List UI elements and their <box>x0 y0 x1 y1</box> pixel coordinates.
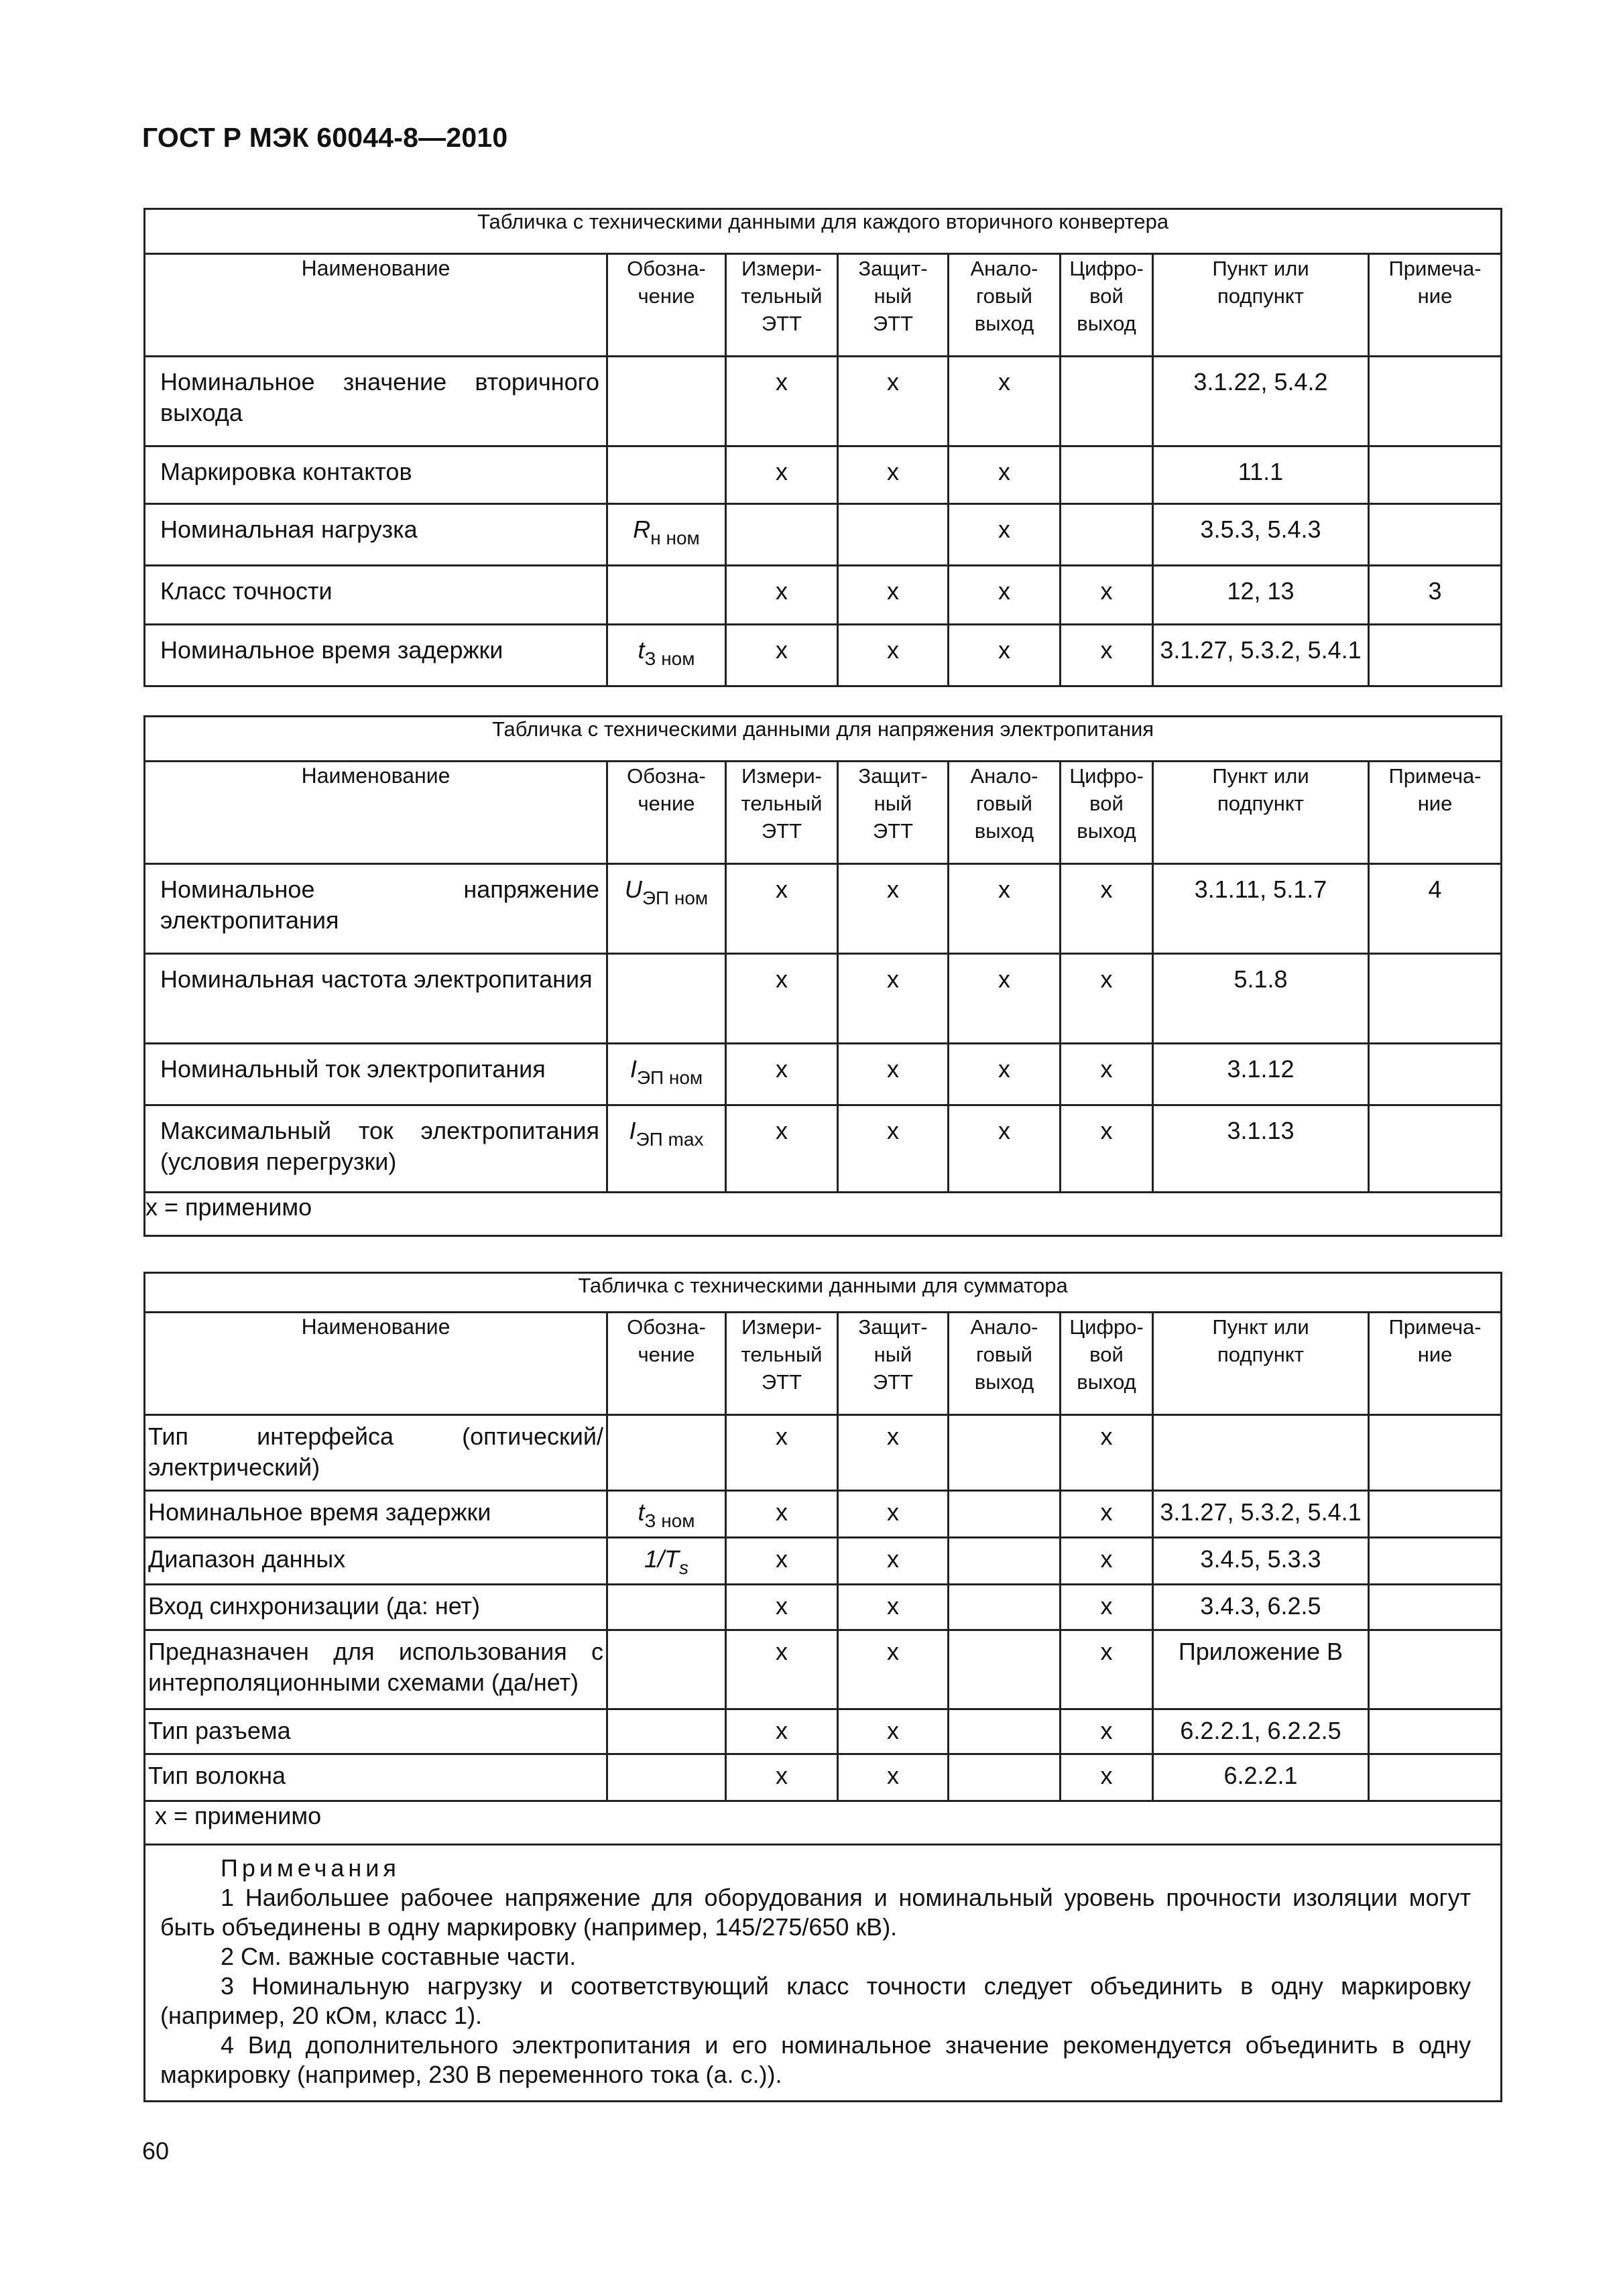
row-clause: 3.5.3, 5.4.3 <box>1153 504 1369 566</box>
row-protective: x <box>838 1709 949 1754</box>
row-protective: x <box>838 954 949 1044</box>
row-note <box>1369 1538 1502 1585</box>
col-header-protective: Защит- ный ЭТТ <box>838 1313 949 1415</box>
col-header-clause: Пункт или подпункт <box>1153 1313 1369 1415</box>
row-protective: x <box>838 1754 949 1801</box>
notes-block <box>145 1845 1502 2102</box>
row-digital <box>1061 357 1153 446</box>
row-clause: 3.4.5, 5.3.3 <box>1153 1538 1369 1585</box>
row-measuring: x <box>726 1538 838 1585</box>
table-row <box>145 566 1502 625</box>
col-header-note: Примеча- ние <box>1369 254 1502 357</box>
table-header-row <box>145 254 1502 357</box>
row-symbol: $I_{ЭП max}$ <box>607 1105 726 1193</box>
col-header-digital: Цифро- вой выход <box>1061 254 1153 357</box>
table-row <box>145 1630 1502 1709</box>
row-name: Номинальная нагрузка <box>145 504 607 566</box>
row-symbol: $U_{ЭП ном}$ <box>607 864 726 954</box>
row-protective: x <box>838 446 949 504</box>
row-measuring: x <box>726 446 838 504</box>
row-measuring: x <box>726 1105 838 1193</box>
row-symbol <box>607 1709 726 1754</box>
row-analog: x <box>949 566 1061 625</box>
row-name: Маркировка контактов <box>145 446 607 504</box>
row-clause: 6.2.2.1 <box>1153 1754 1369 1801</box>
row-note: 4 <box>1369 864 1502 954</box>
row-digital: x <box>1061 1709 1153 1754</box>
col-header-note: Примеча- ние <box>1369 762 1502 864</box>
table-caption: Табличка с техническими данными для напряжения электропитания <box>145 717 1502 762</box>
row-symbol <box>607 1415 726 1491</box>
row-measuring: x <box>726 864 838 954</box>
table-row <box>145 1491 1502 1538</box>
table-row <box>145 1709 1502 1754</box>
col-header-analog: Анало- говый выход <box>949 254 1061 357</box>
note-item: 3 Номинальную нагрузку и соответствующий класс точности следует объединить в одну маркировку (например, 20 кОм, класс 1). <box>160 1972 1471 2029</box>
row-digital: x <box>1061 1630 1153 1709</box>
row-measuring: x <box>726 566 838 625</box>
row-clause: 3.1.13 <box>1153 1105 1369 1193</box>
row-digital <box>1061 446 1153 504</box>
row-note <box>1369 446 1502 504</box>
row-analog <box>949 1630 1061 1709</box>
table-row <box>145 1585 1502 1630</box>
row-name: Класс точности <box>145 566 607 625</box>
row-protective: x <box>838 1105 949 1193</box>
col-header-measuring: Измери- тельный ЭТТ <box>726 254 838 357</box>
row-digital: x <box>1061 1415 1153 1491</box>
row-protective: x <box>838 1415 949 1491</box>
row-measuring: x <box>726 357 838 446</box>
notes-title: Примечания <box>221 1854 400 1882</box>
table-row <box>145 625 1502 686</box>
row-protective: x <box>838 1491 949 1538</box>
table-header-row <box>145 1313 1502 1415</box>
row-symbol <box>607 954 726 1044</box>
row-name: Номинальный ток электропитания <box>145 1044 607 1105</box>
row-note <box>1369 1630 1502 1709</box>
row-symbol: $R_{н ном}$ <box>607 504 726 566</box>
row-note <box>1369 1585 1502 1630</box>
secondary-converter-plate-table <box>143 208 1502 687</box>
col-header-measuring: Измери- тельный ЭТТ <box>726 1313 838 1415</box>
row-clause: 6.2.2.1, 6.2.2.5 <box>1153 1709 1369 1754</box>
row-clause <box>1153 1415 1369 1491</box>
row-digital: x <box>1061 1044 1153 1105</box>
row-measuring: x <box>726 1415 838 1491</box>
row-name: Номинальное значение вторичного выхода <box>145 357 607 446</box>
row-note <box>1369 1491 1502 1538</box>
row-digital <box>1061 504 1153 566</box>
col-header-digital: Цифро- вой выход <box>1061 762 1153 864</box>
table-row <box>145 504 1502 566</box>
row-digital: x <box>1061 1538 1153 1585</box>
row-measuring: x <box>726 1709 838 1754</box>
table-row <box>145 954 1502 1044</box>
power-supply-plate-table <box>143 715 1502 1237</box>
row-note <box>1369 1415 1502 1491</box>
col-header-symbol: Обозна- чение <box>607 762 726 864</box>
row-symbol: $I_{ЭП ном}$ <box>607 1044 726 1105</box>
row-measuring <box>726 504 838 566</box>
row-symbol <box>607 1754 726 1801</box>
row-protective: x <box>838 1585 949 1630</box>
row-symbol <box>607 446 726 504</box>
table-legend: x = применимо <box>145 1801 1502 1845</box>
table-legend: x = применимо <box>145 1193 1502 1236</box>
row-analog: x <box>949 1105 1061 1193</box>
col-header-protective: Защит- ный ЭТТ <box>838 254 949 357</box>
row-protective: x <box>838 625 949 686</box>
col-header-symbol: Обозна- чение <box>607 254 726 357</box>
row-note <box>1369 625 1502 686</box>
row-symbol <box>607 566 726 625</box>
summator-plate-table <box>143 1272 1502 2102</box>
row-analog <box>949 1709 1061 1754</box>
row-protective <box>838 504 949 566</box>
row-analog: x <box>949 864 1061 954</box>
row-symbol: $1/T_s$ <box>607 1538 726 1585</box>
row-name: Максимальный ток электропитания (условия перегрузки) <box>145 1105 607 1193</box>
row-note <box>1369 357 1502 446</box>
row-note <box>1369 504 1502 566</box>
row-clause: 11.1 <box>1153 446 1369 504</box>
row-symbol <box>607 357 726 446</box>
row-analog <box>949 1491 1061 1538</box>
page-number: 60 <box>142 2137 170 2165</box>
row-measuring: x <box>726 625 838 686</box>
row-clause: 3.1.12 <box>1153 1044 1369 1105</box>
row-name: Диапазон данных <box>145 1538 607 1585</box>
row-note <box>1369 1105 1502 1193</box>
row-protective: x <box>838 566 949 625</box>
row-clause: Приложение B <box>1153 1630 1369 1709</box>
row-symbol <box>607 1630 726 1709</box>
row-digital: x <box>1061 1491 1153 1538</box>
row-analog <box>949 1415 1061 1491</box>
row-analog <box>949 1538 1061 1585</box>
row-digital: x <box>1061 864 1153 954</box>
row-note <box>1369 954 1502 1044</box>
row-measuring: x <box>726 1491 838 1538</box>
row-name: Тип разъема <box>145 1709 607 1754</box>
col-header-digital: Цифро- вой выход <box>1061 1313 1153 1415</box>
row-symbol: $t_{З ном}$ <box>607 1491 726 1538</box>
row-note <box>1369 1754 1502 1801</box>
row-digital: x <box>1061 566 1153 625</box>
row-protective: x <box>838 1538 949 1585</box>
row-measuring: x <box>726 1044 838 1105</box>
note-item: 2 См. важные составные части. <box>221 1943 577 1970</box>
row-name: Предназначен для использования с интерполяционными схемами (да/нет) <box>145 1630 607 1709</box>
row-note <box>1369 1044 1502 1105</box>
row-clause: 12, 13 <box>1153 566 1369 625</box>
table-row <box>145 1105 1502 1193</box>
row-clause: 3.1.27, 5.3.2, 5.4.1 <box>1153 1491 1369 1538</box>
row-protective: x <box>838 864 949 954</box>
row-protective: x <box>838 357 949 446</box>
row-digital: x <box>1061 1585 1153 1630</box>
row-analog: x <box>949 625 1061 686</box>
table-caption: Табличка с техническими данными для каждого вторичного конвертера <box>145 209 1502 254</box>
row-clause: 3.1.27, 5.3.2, 5.4.1 <box>1153 625 1369 686</box>
row-clause: 5.1.8 <box>1153 954 1369 1044</box>
table-row <box>145 1415 1502 1491</box>
row-clause: 3.1.11, 5.1.7 <box>1153 864 1369 954</box>
table-row <box>145 1538 1502 1585</box>
row-name: Номинальное время задержки <box>145 625 607 686</box>
row-note <box>1369 1709 1502 1754</box>
row-digital: x <box>1061 1105 1153 1193</box>
col-header-protective: Защит- ный ЭТТ <box>838 762 949 864</box>
row-note: 3 <box>1369 566 1502 625</box>
row-name: Тип волокна <box>145 1754 607 1801</box>
row-digital: x <box>1061 954 1153 1044</box>
col-header-clause: Пункт или подпункт <box>1153 254 1369 357</box>
row-analog <box>949 1754 1061 1801</box>
row-analog: x <box>949 954 1061 1044</box>
table-row <box>145 1044 1502 1105</box>
table-caption: Табличка с техническими данными для сумматора <box>145 1273 1502 1313</box>
col-header-name: Наименование <box>145 762 607 864</box>
col-header-name: Наименование <box>145 1313 607 1415</box>
row-clause: 3.4.3, 6.2.5 <box>1153 1585 1369 1630</box>
col-header-clause: Пункт или подпункт <box>1153 762 1369 864</box>
row-clause: 3.1.22, 5.4.2 <box>1153 357 1369 446</box>
note-item: 4 Вид дополнительного электропитания и его номинальное значение рекомендуется объединить в одну маркировку (например, 230 В переменного тока (а. с.)). <box>160 2031 1471 2088</box>
col-header-name: Наименование <box>145 254 607 357</box>
row-name: Вход синхронизации (да: нет) <box>145 1585 607 1630</box>
row-name: Тип интерфейса (оптический/электрический) <box>145 1415 607 1491</box>
row-symbol: $t_{З ном}$ <box>607 625 726 686</box>
table-row <box>145 864 1502 954</box>
row-protective: x <box>838 1630 949 1709</box>
row-analog: x <box>949 446 1061 504</box>
col-header-note: Примеча- ние <box>1369 1313 1502 1415</box>
row-measuring: x <box>726 1585 838 1630</box>
row-symbol <box>607 1585 726 1630</box>
row-name: Номинальное напряжение электропитания <box>145 864 607 954</box>
table-header-row <box>145 762 1502 864</box>
row-protective: x <box>838 1044 949 1105</box>
table-row <box>145 1754 1502 1801</box>
col-header-measuring: Измери- тельный ЭТТ <box>726 762 838 864</box>
row-analog: x <box>949 357 1061 446</box>
note-item: 1 Наибольшее рабочее напряжение для оборудования и номинальный уровень прочности изоляции могут быть объединены в одну маркировку (например, 145/275/650 кВ). <box>160 1884 1471 1941</box>
table-row <box>145 357 1502 446</box>
row-name: Номинальное время задержки <box>145 1491 607 1538</box>
standard-header: ГОСТ Р МЭК 60044-8—2010 <box>142 122 508 153</box>
row-digital: x <box>1061 1754 1153 1801</box>
row-measuring: x <box>726 1754 838 1801</box>
col-header-analog: Анало- говый выход <box>949 762 1061 864</box>
col-header-symbol: Обозна- чение <box>607 1313 726 1415</box>
row-measuring: x <box>726 1630 838 1709</box>
col-header-analog: Анало- говый выход <box>949 1313 1061 1415</box>
row-analog: x <box>949 504 1061 566</box>
row-analog: x <box>949 1044 1061 1105</box>
row-measuring: x <box>726 954 838 1044</box>
row-digital: x <box>1061 625 1153 686</box>
table-row <box>145 446 1502 504</box>
row-name: Номинальная частота электропитания <box>145 954 607 1044</box>
row-analog <box>949 1585 1061 1630</box>
